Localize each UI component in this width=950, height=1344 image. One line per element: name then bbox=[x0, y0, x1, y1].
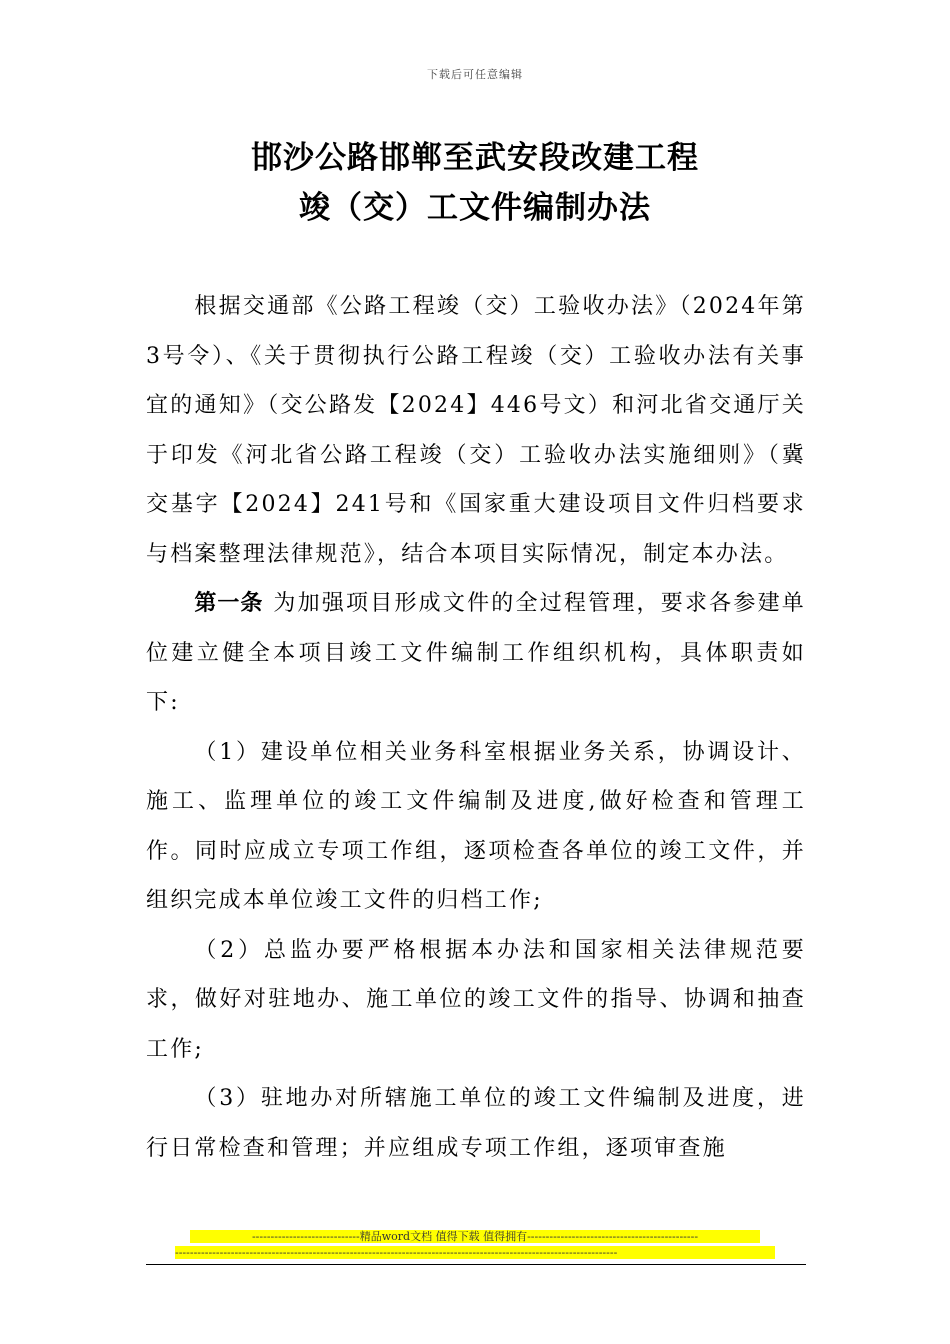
article1-label: 第一条 bbox=[194, 591, 264, 616]
document-body bbox=[146, 282, 806, 1173]
intro-paragraph: 根据交通部《公路工程竣（交）工验收办法》（2024年第3号令）、《关于贯彻执行公路工程竣（交）工验收办法有关事宜的通知》（交公路发【2024】446号文）和河北省交通厅关于印发《河北省公路工程竣（交）工验收办法实施细则》（冀交基字【2024】241号和《国家重大建设项目文件归档要求与档案整理法律规范》，结合本项目实际情况，制定本办法。 bbox=[146, 294, 806, 567]
article1-paragraph bbox=[146, 579, 806, 728]
footer-divider bbox=[146, 1264, 806, 1265]
article1-text: 为加强项目形成文件的全过程管理，要求各参建单位建立健全本项目竣工文件编制工作组织机构，具体职责如下: bbox=[146, 591, 806, 715]
footer-banner-top: -----------------------------精品word文档 值得下载 值得拥有---------------------------------------------- bbox=[190, 1230, 760, 1243]
header-watermark: 下载后可任意编辑 bbox=[427, 68, 523, 81]
document-title-line2: 竣（交）工文件编制办法 bbox=[299, 190, 651, 226]
footer-banner-bottom: ----------------------------------------------------------------------------------------------------------------------- bbox=[175, 1246, 775, 1259]
item1-paragraph: （1）建设单位相关业务科室根据业务关系，协调设计、施工、监理单位的竣工文件编制及进度,做好检查和管理工作。同时应成立专项工作组，逐项检查各单位的竣工文件，并组织完成本单位竣工文件的归档工作; bbox=[146, 739, 806, 913]
item2-paragraph: （2）总监办要严格根据本办法和国家相关法律规范要求，做好对驻地办、施工单位的竣工文件的指导、协调和抽查工作; bbox=[146, 937, 806, 1062]
document-title-line1: 邯沙公路邯郸至武安段改建工程 bbox=[251, 140, 699, 176]
item3-paragraph: （3）驻地办对所辖施工单位的竣工文件编制及进度，进行日常检查和管理；并应组成专项工作组，逐项审查施 bbox=[146, 1086, 806, 1161]
